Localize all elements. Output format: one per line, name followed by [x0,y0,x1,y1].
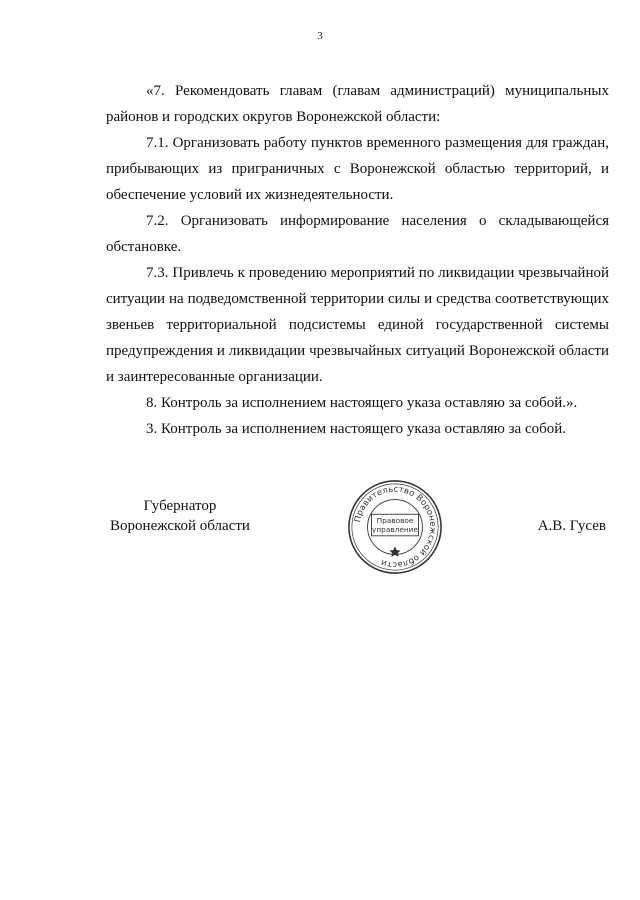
stamp-seal-icon [346,478,444,576]
stamp-center-line1: Правовое [376,516,414,526]
official-stamp [346,478,444,576]
stamp-ring-text: Правительство Воронежской области [352,483,439,571]
paragraph-7-3: 7.3. Привлечь к проведению мероприятий по ликвидации чрезвычайной ситуации на подведомственной территории силы и средства соответствующих звеньев территориальной подсистемы единой государственной системы предупреждения и ликвидации чрезвычайных ситуаций Воронежской области и заинтересованные организации. [106,265,609,385]
signatory-title-line2: Воронежской области [110,518,250,534]
signatory-title-line1: Губернатор [143,498,217,514]
stamp-star-icon [389,547,400,557]
signatory-title [100,496,260,536]
paragraph-7-1: 7.1. Организовать работу пунктов временного размещения для граждан, прибывающих из приграничных с Воронежской областью территорий, и обеспечение условий их жизнедеятельности. [106,135,609,203]
signatory-name: А.В. Гусев [537,518,606,534]
document-body [106,78,609,442]
paragraph-8: 8. Контроль за исполнением настоящего указа оставляю за собой.». [146,395,578,411]
paragraph-3: 3. Контроль за исполнением настоящего указа оставляю за собой. [146,421,567,437]
paragraph-7: «7. Рекомендовать главам (главам администраций) муниципальных районов и городских округов Воронежской области: [106,83,609,125]
stamp-center-line2: управление [372,524,418,534]
paragraph-7-2: 7.2. Организовать информирование населения о складывающейся обстановке. [106,213,609,255]
page-number: 3 [317,30,323,42]
